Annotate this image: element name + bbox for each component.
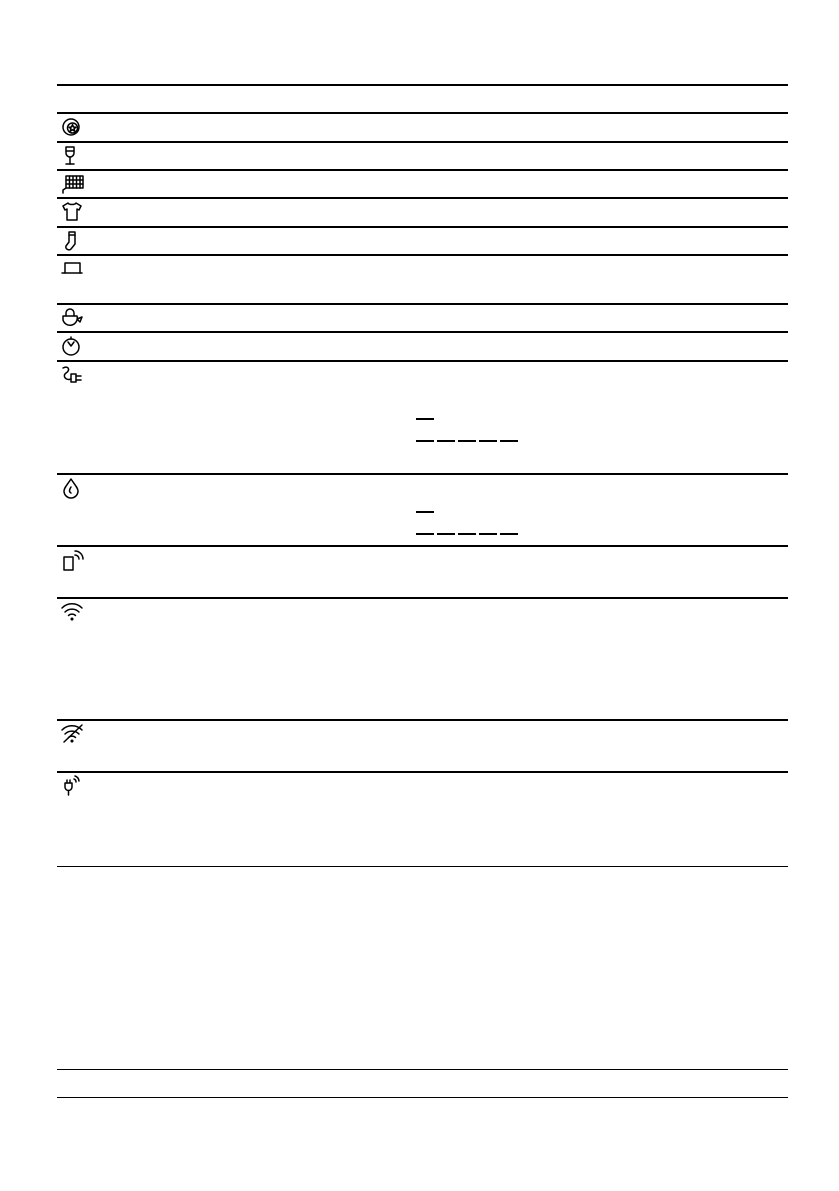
row-divider bbox=[57, 719, 788, 721]
lock-key-icon bbox=[60, 307, 84, 329]
footer-rule-upper bbox=[57, 1069, 788, 1070]
wifi-off-icon bbox=[60, 723, 84, 745]
remote-start-icon bbox=[60, 550, 84, 572]
power-indicator-dash-2 bbox=[437, 440, 455, 442]
water-indicator-dash-4 bbox=[479, 533, 497, 535]
row-divider bbox=[57, 597, 788, 599]
table-top-rule bbox=[57, 84, 788, 86]
dishes-plate-icon bbox=[60, 116, 84, 138]
row-divider bbox=[57, 141, 788, 143]
row-divider bbox=[57, 473, 788, 475]
table-bottom-rule bbox=[57, 866, 788, 867]
power-indicator-dash-1 bbox=[416, 440, 434, 442]
heating-element-icon bbox=[60, 173, 84, 195]
row-divider bbox=[57, 331, 788, 333]
row-divider bbox=[57, 226, 788, 228]
water-indicator-single-dash bbox=[416, 511, 434, 513]
water-indicator-dash-3 bbox=[458, 533, 476, 535]
row-divider bbox=[57, 771, 788, 773]
row-divider bbox=[57, 303, 788, 305]
row-divider bbox=[57, 197, 788, 199]
water-indicator-dash-5 bbox=[500, 533, 518, 535]
water-indicator-dash-1 bbox=[416, 533, 434, 535]
footer-rule-lower bbox=[57, 1097, 788, 1098]
power-indicator-dash-5 bbox=[500, 440, 518, 442]
row-divider bbox=[57, 545, 788, 547]
water-indicator-dash-2 bbox=[437, 533, 455, 535]
row-divider bbox=[57, 360, 788, 362]
power-indicator-single-dash bbox=[416, 418, 434, 420]
sock-icon bbox=[60, 230, 84, 252]
wifi-icon bbox=[60, 601, 84, 623]
power-plug-icon bbox=[60, 364, 84, 386]
shirt-icon bbox=[60, 201, 84, 223]
power-indicator-dash-3 bbox=[458, 440, 476, 442]
water-drop-icon bbox=[60, 477, 84, 499]
tray-icon bbox=[60, 258, 84, 280]
row-divider bbox=[57, 169, 788, 171]
table-header-rule bbox=[57, 112, 788, 114]
power-indicator-dash-4 bbox=[479, 440, 497, 442]
wine-glass-icon bbox=[60, 145, 84, 167]
timer-icon bbox=[60, 335, 84, 357]
row-divider bbox=[57, 254, 788, 256]
smart-plug-icon bbox=[60, 775, 84, 797]
